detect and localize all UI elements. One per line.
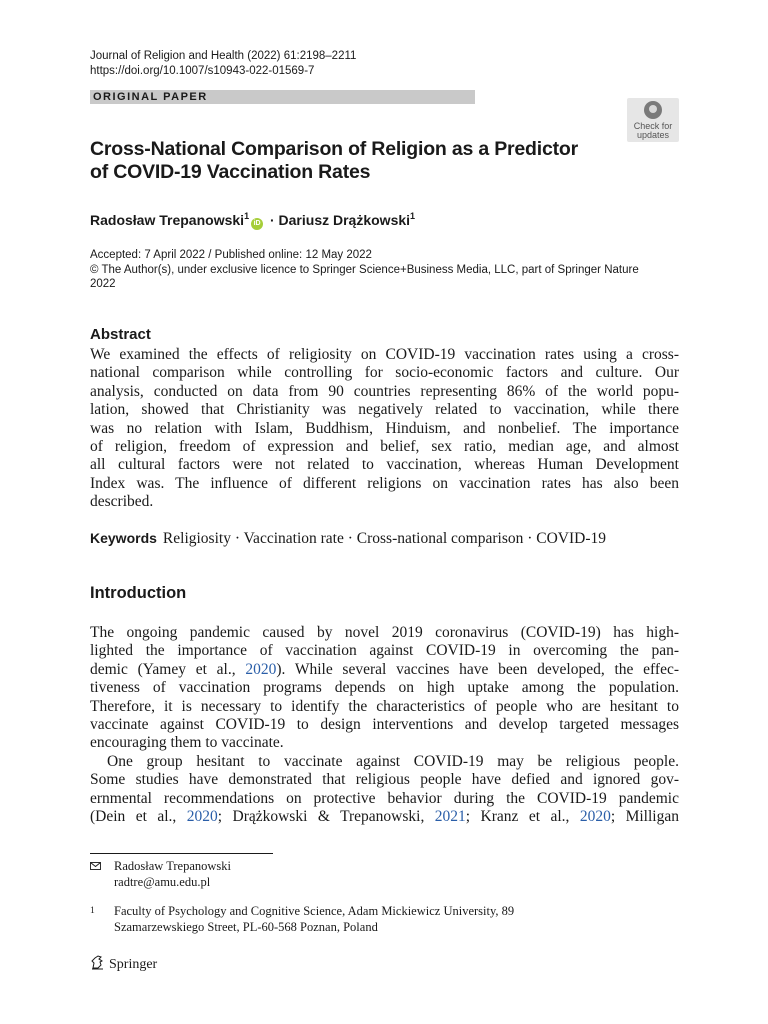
abstract-line: described. xyxy=(90,493,154,511)
dates-line: Accepted: 7 April 2022 / Published online: 12 May 2022 xyxy=(90,249,372,261)
copyright-line: © The Author(s), under exclusive licence to Springer Science+Business Media, LLC, part of Springer Nature xyxy=(90,263,639,276)
body-line xyxy=(90,808,679,826)
author-separator: · xyxy=(269,212,275,228)
article-type-label: ORIGINAL PAPER xyxy=(93,91,208,103)
title-line-2: of COVID-19 Vaccination Rates xyxy=(90,161,371,183)
refresh-circle-icon xyxy=(644,101,662,119)
abstract-line: national comparison while controlling for socio-economic factors and culture. Our xyxy=(90,364,679,382)
body-text: ; Drążkowski & Trepanowski, xyxy=(217,808,435,826)
body-line: encouraging them to vaccinate. xyxy=(90,734,284,752)
journal-citation: Journal of Religion and Health (2022) 61:2198–2211 xyxy=(90,50,357,62)
abstract-heading: Abstract xyxy=(90,326,151,343)
abstract-body xyxy=(90,346,679,512)
affiliation-line: Faculty of Psychology and Cognitive Science, Adam Mickiewicz University, 89 xyxy=(114,904,515,918)
publication-dates xyxy=(90,248,670,292)
abstract-line: was no relation with Islam, Buddhism, Hinduism, and nonbelief. The importance xyxy=(90,419,679,437)
body-text: ). While several vaccines have been developed, the effec- xyxy=(276,660,679,678)
envelope-icon xyxy=(90,862,101,870)
body-text: (Dein et al., xyxy=(90,808,187,826)
corresponding-author-name: Radosław Trepanowski xyxy=(114,859,232,873)
body-line: Therefore, it is necessary to identify the characteristics of people who are hesitant to xyxy=(90,697,679,715)
citation-link[interactable]: 2020 xyxy=(186,808,218,826)
corresponding-author-email[interactable]: radtre@amu.edu.pl xyxy=(114,875,211,889)
author-name[interactable]: Radosław Trepanowski xyxy=(90,212,245,228)
keywords-text: Religiosity · Vaccination rate · Cross-national comparison · COVID-19 xyxy=(162,530,607,547)
article-type-banner xyxy=(90,90,475,104)
affiliation-marker: 1 xyxy=(244,211,250,221)
article-title xyxy=(90,138,630,184)
check-for-updates-badge[interactable] xyxy=(627,98,679,142)
author-name[interactable]: Dariusz Drążkowski xyxy=(278,212,411,228)
author-list xyxy=(90,207,415,230)
publisher-name: Springer xyxy=(109,957,158,972)
citation-link[interactable]: 2021 xyxy=(434,808,466,826)
body-text: ; Kranz et al., xyxy=(465,808,580,826)
keywords-label: Keywords xyxy=(90,530,157,546)
check-badge-line2: updates xyxy=(636,130,670,140)
copyright-year: 2022 xyxy=(90,278,116,290)
check-badge-line1: Check for xyxy=(633,121,673,131)
citation-link[interactable]: 2020 xyxy=(579,808,611,826)
body-line: One group hesitant to vaccinate against COVID-19 may be religious people. xyxy=(107,752,679,770)
orcid-icon[interactable]: iD xyxy=(251,218,263,230)
doi-link[interactable]: https://doi.org/10.1007/s10943-022-01569-7 xyxy=(90,65,315,77)
body-line: Some studies have demonstrated that religious people have defied and ignored gov- xyxy=(90,771,679,789)
introduction-body xyxy=(90,624,679,826)
affiliation-line: Szamarzewskiego Street, PL-60-568 Poznan, Poland xyxy=(114,920,378,934)
body-line: tiveness of vaccination programs depends on high uptake among the population. xyxy=(90,679,679,697)
abstract-line: lation, showed that Christianity was negatively related to vaccination, while there xyxy=(90,401,679,419)
body-line xyxy=(90,661,679,679)
body-line: The ongoing pandemic caused by novel 2019 coronavirus (COVID-19) has high- xyxy=(90,624,679,641)
keywords xyxy=(90,530,606,548)
abstract-line: all cultural factors were not related to vaccination, whereas Human Development xyxy=(90,456,679,474)
title-line-1: Cross-National Comparison of Religion as a Predictor xyxy=(90,138,579,160)
body-line: ernmental recommendations on protective behavior during the COVID-19 pandemic xyxy=(90,789,679,807)
body-line: lighted the importance of vaccination against COVID-19 in overcoming the pan- xyxy=(90,642,679,660)
affiliation-number: 1 xyxy=(90,906,95,916)
springer-horse-icon xyxy=(90,955,105,970)
body-text: ; Milligan xyxy=(610,808,679,826)
section-heading-introduction: Introduction xyxy=(90,584,187,602)
body-text: demic (Yamey et al., xyxy=(90,660,246,678)
publisher-logo xyxy=(90,955,157,973)
abstract-line: analysis, conducted on data from 90 countries representing 86% of the world popu- xyxy=(90,382,679,400)
body-line: vaccinate against COVID-19 to design interventions and develop targeted messages xyxy=(90,716,679,734)
footnote-divider xyxy=(90,853,273,854)
citation-link[interactable]: 2020 xyxy=(245,660,277,678)
abstract-line: We examined the effects of religiosity on COVID-19 vaccination rates using a cross- xyxy=(90,346,679,363)
affiliation-marker: 1 xyxy=(410,211,416,221)
abstract-line: of religion, freedom of expression and belief, sex ratio, median age, and almost xyxy=(90,438,679,456)
abstract-line: Index was. The influence of different religions on vaccination rates has also been xyxy=(90,474,679,492)
